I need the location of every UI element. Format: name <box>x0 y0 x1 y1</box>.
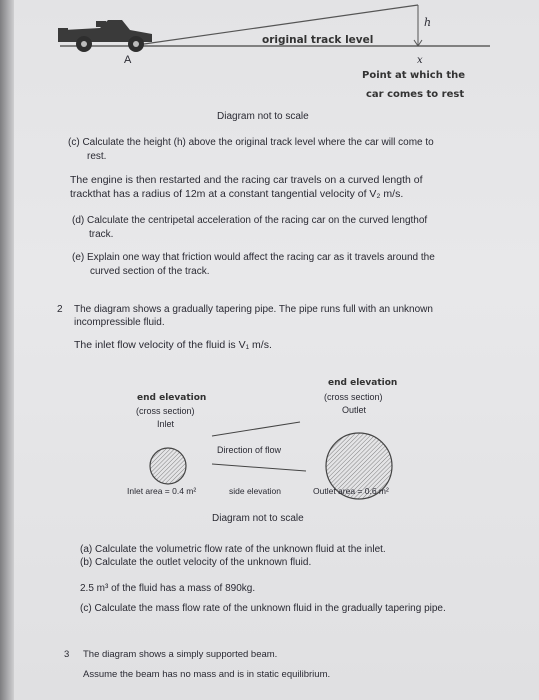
inlet-cross-section <box>150 448 186 484</box>
q2-mass-line: 2.5 m³ of the fluid has a mass of 890kg. <box>80 583 256 594</box>
track-label: original track level <box>262 34 374 46</box>
q2b: (b) Calculate the outlet velocity of the unknown fluid. <box>80 557 312 568</box>
x-label: x <box>417 55 423 66</box>
q1d-line2: track. <box>89 229 114 240</box>
inlet-area-label: Inlet area = 0.4 m² <box>127 486 197 496</box>
q2c: (c) Calculate the mass flow rate of the unknown fluid in the gradually tapering pipe. <box>80 603 446 614</box>
q1d-line1: (d) Calculate the centripetal acceleration of the racing car on the curved lengthof <box>72 215 428 226</box>
q1e-line2: curved section of the track. <box>90 266 210 277</box>
diagram-note-2: Diagram not to scale <box>212 513 304 524</box>
pipe-bottom-edge <box>212 464 306 471</box>
outlet-label-1: end elevation <box>328 378 398 388</box>
pipe-top-edge <box>212 422 300 436</box>
rest-label-line1: Point at which the <box>362 70 466 81</box>
rest-label-line2: car comes to rest <box>366 89 465 100</box>
q2-line2: incompressible fluid. <box>74 317 165 328</box>
q1c-line1: (c) Calculate the height (h) above the original track level where the car will come to <box>68 137 434 148</box>
flow-direction-label: Direction of flow <box>217 445 282 455</box>
page-shadow <box>0 0 14 700</box>
q3-line1: The diagram shows a simply supported beam. <box>83 649 278 660</box>
a-label: A <box>124 54 132 66</box>
outlet-area-label: Outlet area = 0.6 m² <box>313 486 389 496</box>
outlet-label-3: Outlet <box>342 405 367 415</box>
pipe-diagram <box>0 360 539 500</box>
inlet-label-1: end elevation <box>137 393 207 403</box>
inlet-label-3: Inlet <box>157 419 175 429</box>
q1-intro-line1: The engine is then restarted and the racing car travels on a curved length of <box>70 174 423 186</box>
q1e-line1: (e) Explain one way that friction would affect the racing car as it travels around the <box>72 252 435 263</box>
outlet-label-2: (cross section) <box>324 392 383 402</box>
side-elevation-label: side elevation <box>229 486 281 496</box>
q2a: (a) Calculate the volumetric flow rate of the unknown fluid at the inlet. <box>80 544 386 555</box>
q3-number: 3 <box>64 649 70 660</box>
diagram-note-1: Diagram not to scale <box>217 111 309 122</box>
q2-line3: The inlet flow velocity of the fluid is V₁ m/s. <box>74 339 272 351</box>
q1-intro-line2: trackthat has a radius of 12m at a constant tangential velocity of V₂ m/s. <box>70 188 404 200</box>
q2-number: 2 <box>57 304 63 315</box>
racing-car-icon <box>58 20 152 52</box>
q2-line1: The diagram shows a gradually tapering pipe. The pipe runs full with an unknown <box>74 304 433 315</box>
q1c-line2: rest. <box>87 151 107 162</box>
q3-line2: Assume the beam has no mass and is in static equilibrium. <box>83 669 331 680</box>
h-label: h <box>424 16 432 29</box>
inlet-label-2: (cross section) <box>136 406 195 416</box>
